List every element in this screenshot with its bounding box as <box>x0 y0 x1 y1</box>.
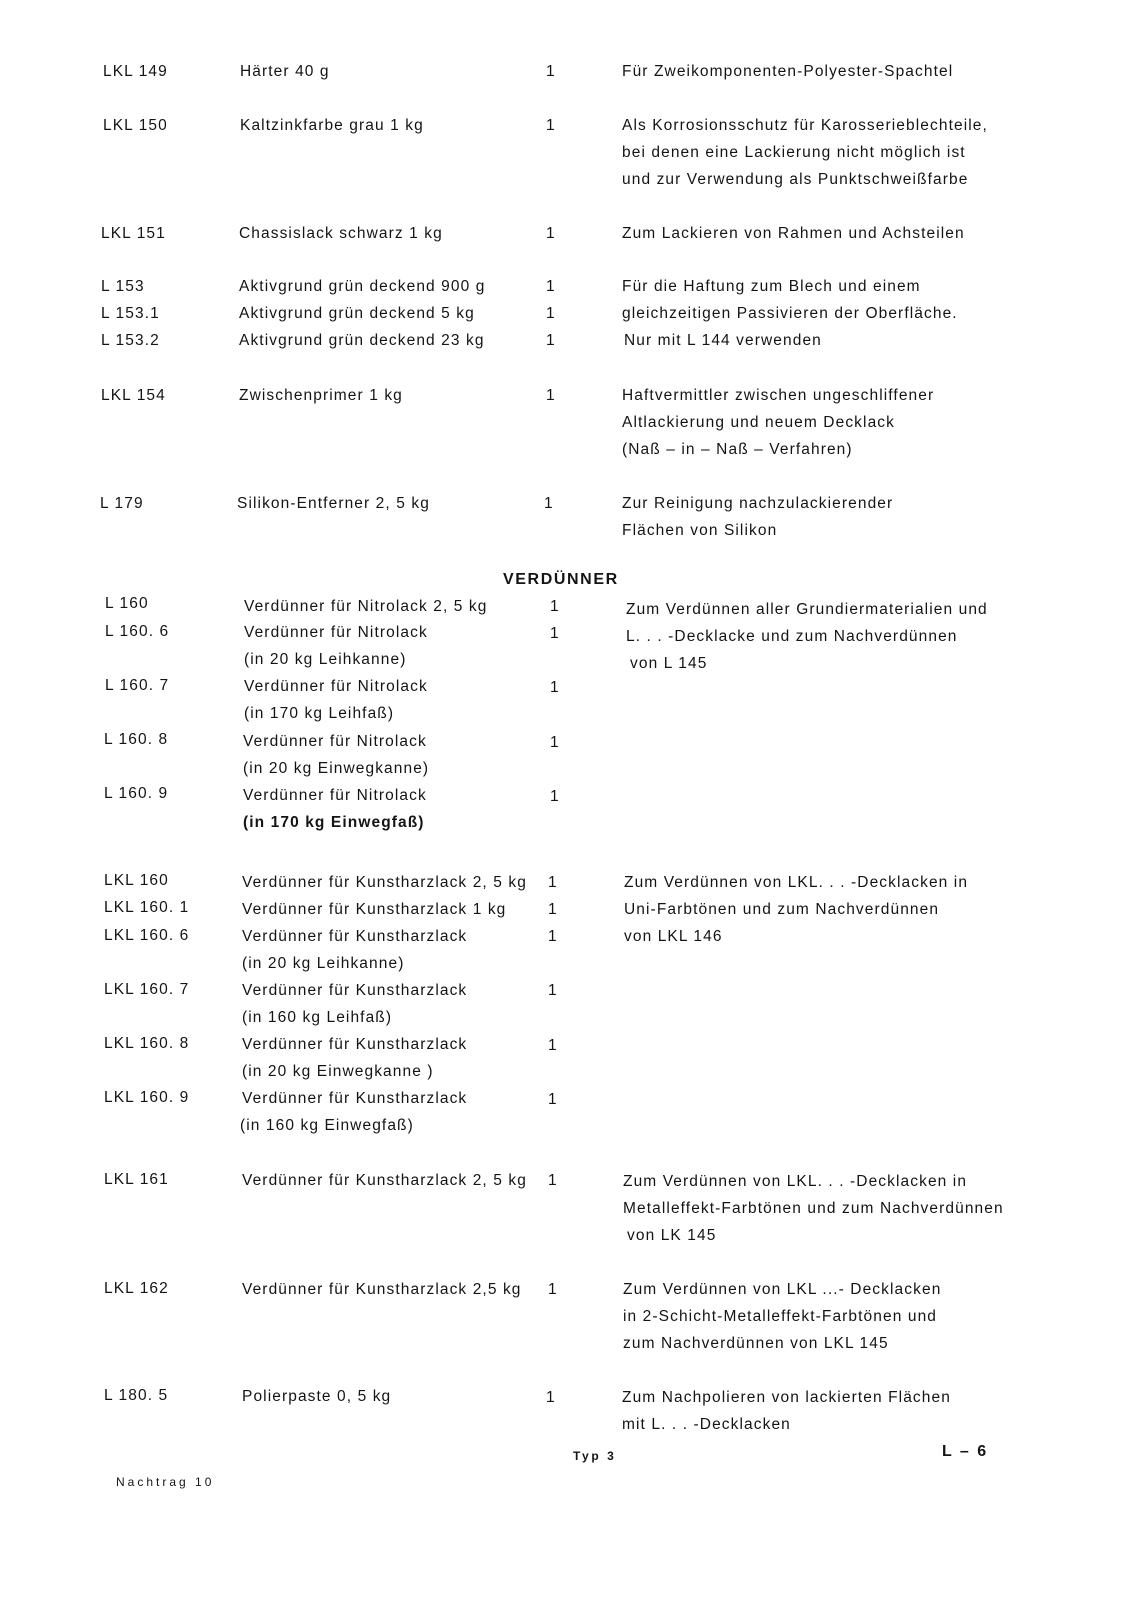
item-quantity: 1 <box>546 387 556 404</box>
item-quantity: 1 <box>550 734 560 751</box>
item-description: Verdünner für Kunstharzlack 2, 5 kg <box>242 1172 527 1189</box>
item-quantity: 1 <box>548 901 558 918</box>
item-description: (in 160 kg Leihfaß) <box>242 1009 393 1026</box>
item-note: mit L. . . -Decklacken <box>622 1416 791 1433</box>
section-heading: VERDÜNNER <box>503 571 619 588</box>
item-note: Zum Verdünnen von LKL ...- Decklacken <box>623 1281 942 1298</box>
item-description: Zwischenprimer 1 kg <box>239 387 403 404</box>
item-note: Zum Verdünnen aller Grundiermaterialien und <box>626 601 988 618</box>
item-note: Für die Haftung zum Blech und einem <box>622 278 921 295</box>
item-code: LKL 160. 8 <box>104 1035 190 1052</box>
item-quantity: 1 <box>550 598 560 615</box>
item-code: L 153.1 <box>101 305 160 322</box>
item-code: LKL 161 <box>104 1171 169 1188</box>
item-description: (in 170 kg Leihfaß) <box>244 705 395 722</box>
item-code: LKL 149 <box>103 63 168 80</box>
item-description: (in 20 kg Leihkanne) <box>242 955 405 972</box>
item-quantity: 1 <box>550 788 560 805</box>
item-code: L 160. 9 <box>104 785 169 802</box>
item-quantity: 1 <box>544 495 554 512</box>
item-quantity: 1 <box>546 278 556 295</box>
item-description: Härter 40 g <box>240 63 330 80</box>
item-note: Flächen von Silikon <box>622 522 778 539</box>
item-code: LKL 162 <box>104 1280 169 1297</box>
item-description: Verdünner für Kunstharzlack <box>242 928 468 945</box>
item-description: Kaltzinkfarbe grau 1 kg <box>240 117 424 134</box>
item-quantity: 1 <box>548 1091 558 1108</box>
item-description: Verdünner für Kunstharzlack 1 kg <box>242 901 507 918</box>
item-quantity: 1 <box>546 305 556 322</box>
item-code: LKL 160 <box>104 872 169 889</box>
item-description: Verdünner für Nitrolack <box>243 787 427 804</box>
item-note: Altlackierung und neuem Decklack <box>622 414 895 431</box>
page-number: L – 6 <box>942 1443 989 1460</box>
item-description: (in 20 kg Leihkanne) <box>244 651 407 668</box>
item-quantity: 1 <box>546 63 556 80</box>
item-code: L 160. 6 <box>105 623 170 640</box>
supplement-note: Nachtrag 10 <box>116 1475 215 1489</box>
item-quantity: 1 <box>546 1389 556 1406</box>
item-code: LKL 154 <box>101 387 166 404</box>
item-note: zum Nachverdünnen von LKL 145 <box>623 1335 889 1352</box>
item-description: Verdünner für Kunstharzlack <box>242 982 468 999</box>
item-note: und zur Verwendung als Punktschweißfarbe <box>622 171 969 188</box>
item-quantity: 1 <box>546 332 556 349</box>
item-description: (in 170 kg Einwegfaß) <box>243 814 425 831</box>
item-note: Nur mit L 144 verwenden <box>624 332 822 349</box>
item-note: von LKL 146 <box>624 928 723 945</box>
type-label: Typ 3 <box>573 1449 617 1463</box>
item-code: LKL 160. 9 <box>104 1089 190 1106</box>
item-description: Aktivgrund grün deckend 900 g <box>239 278 486 295</box>
item-note: L. . . -Decklacke und zum Nachverdünnen <box>626 628 958 645</box>
item-note: (Naß – in – Naß – Verfahren) <box>622 441 853 458</box>
item-code: L 153.2 <box>101 332 160 349</box>
item-description: Chassislack schwarz 1 kg <box>239 225 443 242</box>
item-note: Metalleffekt-Farbtönen und zum Nachverdünnen <box>623 1200 1004 1217</box>
item-description: Verdünner für Nitrolack <box>244 678 428 695</box>
item-description: Verdünner für Nitrolack 2, 5 kg <box>244 598 488 615</box>
item-description: Verdünner für Nitrolack <box>243 733 427 750</box>
item-code: L 160. 7 <box>105 677 170 694</box>
item-code: L 180. 5 <box>104 1387 169 1404</box>
item-note: in 2-Schicht-Metalleffekt-Farbtönen und <box>623 1308 938 1325</box>
item-note: gleichzeitigen Passivieren der Oberfläche. <box>622 305 958 322</box>
item-code: L 160 <box>105 595 149 612</box>
item-code: LKL 160. 6 <box>104 927 190 944</box>
item-quantity: 1 <box>546 225 556 242</box>
item-description: Verdünner für Kunstharzlack <box>242 1090 468 1107</box>
item-note: von L 145 <box>630 655 708 672</box>
item-code: L 179 <box>100 495 144 512</box>
item-description: (in 160 kg Einwegfaß) <box>240 1117 414 1134</box>
item-code: L 153 <box>101 278 145 295</box>
item-note: Für Zweikomponenten-Polyester-Spachtel <box>622 63 954 80</box>
item-code: LKL 150 <box>103 117 168 134</box>
item-note: Zur Reinigung nachzulackierender <box>622 495 894 512</box>
item-note: Zum Lackieren von Rahmen und Achsteilen <box>622 225 965 242</box>
item-description: Aktivgrund grün deckend 23 kg <box>239 332 485 349</box>
item-note: Zum Nachpolieren von lackierten Flächen <box>622 1389 951 1406</box>
item-quantity: 1 <box>548 874 558 891</box>
item-description: Polierpaste 0, 5 kg <box>242 1388 392 1405</box>
item-code: L 160. 8 <box>104 731 169 748</box>
item-note: Uni-Farbtönen und zum Nachverdünnen <box>624 901 940 918</box>
item-quantity: 1 <box>548 1172 558 1189</box>
item-description: Verdünner für Kunstharzlack 2,5 kg <box>242 1281 522 1298</box>
item-description: Verdünner für Kunstharzlack <box>242 1036 468 1053</box>
item-code: LKL 160. 1 <box>104 899 190 916</box>
item-description: Verdünner für Kunstharzlack 2, 5 kg <box>242 874 527 891</box>
item-quantity: 1 <box>548 1281 558 1298</box>
item-description: (in 20 kg Einwegkanne ) <box>242 1063 434 1080</box>
item-quantity: 1 <box>548 1037 558 1054</box>
item-quantity: 1 <box>546 117 556 134</box>
item-quantity: 1 <box>548 928 558 945</box>
item-description: Verdünner für Nitrolack <box>244 624 428 641</box>
item-code: LKL 151 <box>101 225 166 242</box>
item-quantity: 1 <box>548 982 558 999</box>
item-quantity: 1 <box>550 625 560 642</box>
item-note: bei denen eine Lackierung nicht möglich ist <box>622 144 966 161</box>
item-note: Haftvermittler zwischen ungeschliffener <box>622 387 935 404</box>
item-note: Als Korrosionsschutz für Karosserieblechteile, <box>622 117 988 134</box>
item-description: (in 20 kg Einwegkanne) <box>243 760 430 777</box>
item-code: LKL 160. 7 <box>104 981 190 998</box>
item-note: Zum Verdünnen von LKL. . . -Decklacken in <box>623 1173 968 1190</box>
item-description: Aktivgrund grün deckend 5 kg <box>239 305 475 322</box>
item-note: von LK 145 <box>627 1227 717 1244</box>
item-quantity: 1 <box>550 679 560 696</box>
item-note: Zum Verdünnen von LKL. . . -Decklacken in <box>624 874 969 891</box>
item-description: Silikon-Entferner 2, 5 kg <box>237 495 430 512</box>
